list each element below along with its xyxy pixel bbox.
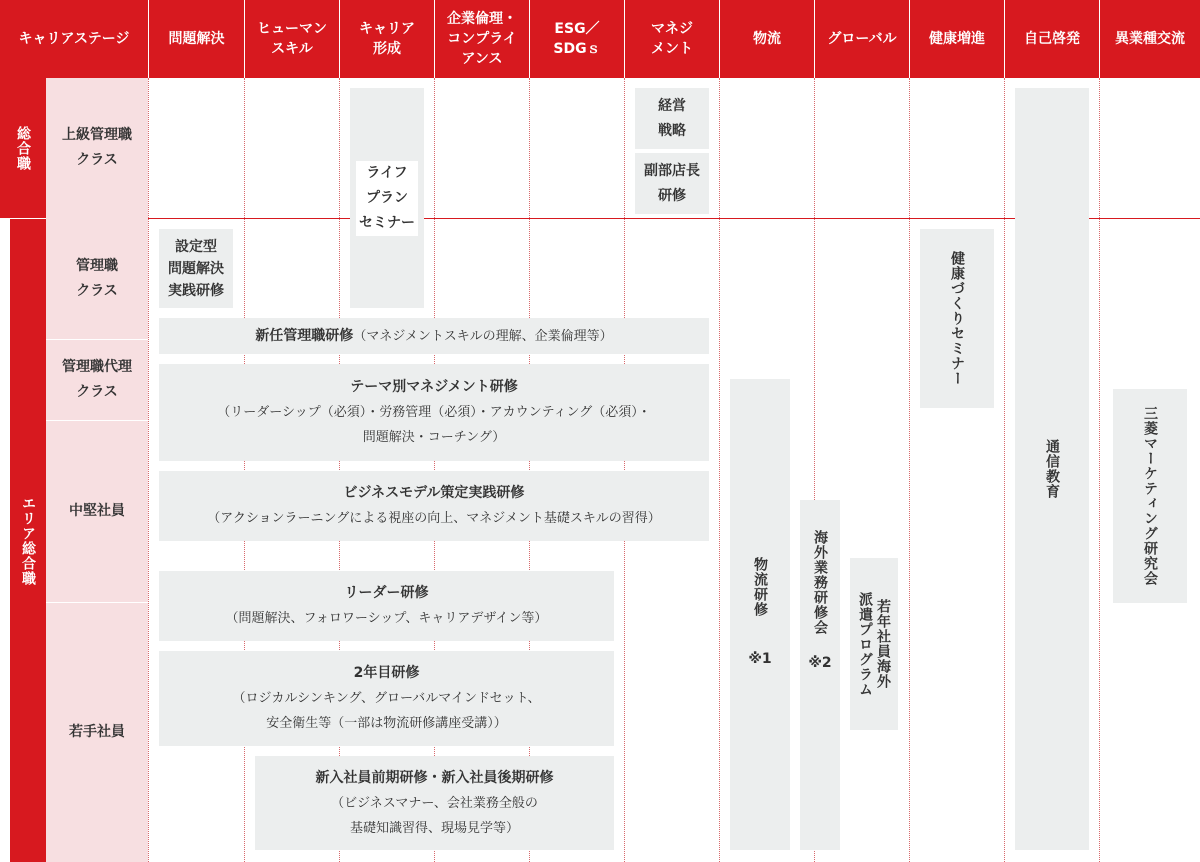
header-col-career: キャリア 形成 <box>359 21 415 57</box>
header-divider <box>814 0 815 78</box>
header-col-rinri: 企業倫理・ コンプライ アンス <box>447 11 517 67</box>
stage-deputy-manager: 管理職代理 クラス <box>62 359 132 400</box>
program-keiei-senryaku <box>635 88 709 149</box>
header-col-kenko: 健康増進 <box>929 31 985 47</box>
program-shinnin-subtitle: （マネジメントスキルの理解、企業倫理等） <box>353 328 613 344</box>
program-biz-title: ビジネスモデル策定実践研修 <box>343 485 525 501</box>
header-divider <box>719 0 720 78</box>
program-tsushin-kyoiku <box>1015 88 1089 850</box>
program-biz-subtitle: （アクションラーニングによる視座の向上、マネジメント基礎スキルの習得） <box>207 511 661 526</box>
program-theme-title: テーマ別マネジメント研修 <box>350 379 518 395</box>
stage-senior-manager: 上級管理職 クラス <box>62 127 132 168</box>
stage-divider <box>46 420 148 421</box>
header-col-esg: ESG／ SDGｓ <box>553 21 601 57</box>
header-divider <box>624 0 625 78</box>
stage-divider <box>46 602 148 603</box>
program-haken <box>850 558 898 730</box>
header-col-global: グローバル <box>827 31 897 47</box>
column-divider <box>909 78 910 862</box>
program-settei-label: 設定型 問題解決 実践研修 <box>168 238 224 299</box>
program-theme-management <box>159 364 709 461</box>
stage-young: 若手社員 <box>69 724 125 740</box>
program-keiei-label: 経営 戦略 <box>658 97 686 139</box>
header-divider <box>434 0 435 78</box>
program-life-plan-label: ライフ プラン セミナー <box>356 161 418 236</box>
column-divider <box>719 78 720 862</box>
program-second-title: 2年目研修 <box>353 665 420 681</box>
program-kenko <box>920 229 994 408</box>
program-tsushin-label: 通信教育 <box>1044 439 1060 499</box>
header-divider <box>339 0 340 78</box>
header-col-mondai: 問題解決 <box>168 31 225 47</box>
header-divider <box>909 0 910 78</box>
program-mitsubishi-label: 三菱マーケティング研究会 <box>1142 406 1158 586</box>
program-new-employee <box>255 756 614 850</box>
program-butsuryu <box>730 379 790 850</box>
program-shinnin-title: 新任管理職研修 <box>255 327 354 344</box>
header-col-human: ヒューマン スキル <box>257 21 327 57</box>
stage-divider <box>46 339 148 340</box>
column-divider <box>624 78 625 862</box>
program-second-year <box>159 651 614 746</box>
stage-manager: 管理職 クラス <box>76 258 118 299</box>
header-col-igyoshu: 異業種交流 <box>1115 31 1185 47</box>
program-settei-mondai <box>159 229 233 308</box>
stage-mid-career: 中堅社員 <box>69 503 125 519</box>
column-divider <box>1099 78 1100 862</box>
group-left-white-strip <box>0 219 10 862</box>
program-kaigai-note: ※2 <box>808 655 832 671</box>
program-life-plan-seminar <box>350 88 424 308</box>
program-business-model <box>159 471 709 541</box>
group-sogo: 総合職 <box>0 78 46 218</box>
program-fukubu-tencho <box>635 153 709 214</box>
column-divider <box>1004 78 1005 862</box>
program-butsuryu-note: ※1 <box>748 651 772 667</box>
program-new-title: 新入社員前期研修・新入社員後期研修 <box>315 769 554 786</box>
program-fukubu-label: 副部店長 研修 <box>644 162 700 204</box>
program-leader-subtitle: （問題解決、フォロワーシップ、キャリアデザイン等） <box>225 611 548 626</box>
program-kaigai-label: 海外業務研修会 <box>812 530 828 635</box>
header-divider <box>1099 0 1100 78</box>
program-mitsubishi-marketing <box>1113 389 1187 603</box>
header-col-jiko: 自己啓発 <box>1024 31 1080 47</box>
program-kenko-label: 健康づくりセミナー <box>949 251 965 386</box>
program-second-subtitle: （ロジカルシンキング、グローバルマインドセット、 安全衛生等（一部は物流研修講座受講）） <box>232 691 541 731</box>
program-new-subtitle: （ビジネスマナー、会社業務全般の 基礎知識習得、現場見学等） <box>331 795 538 836</box>
program-haken-label-2: 派遣プログラム <box>857 591 873 697</box>
header-divider <box>529 0 530 78</box>
group-area: エリア総合職 <box>10 219 46 862</box>
header-divider <box>244 0 245 78</box>
header-col-management: マネジ メント <box>651 21 693 57</box>
program-haken-label-1: 若年社員海外 <box>875 599 891 689</box>
column-divider <box>148 78 149 862</box>
header-col-butsuryu: 物流 <box>753 31 781 47</box>
program-kaigai-gyomu <box>800 500 840 850</box>
program-butsuryu-label: 物流研修 <box>752 557 768 617</box>
header-career-stage: キャリアステージ <box>18 31 130 47</box>
program-leader <box>159 571 614 641</box>
header-divider <box>1004 0 1005 78</box>
program-shinnin-kanrishoku <box>159 318 709 354</box>
program-leader-title: リーダー研修 <box>344 585 429 601</box>
header-divider <box>148 0 149 78</box>
program-theme-subtitle: （リーダーシップ（必須）・労務管理（必須）・アカウンティング（必須）・ 問題解決・コーチング） <box>217 405 651 445</box>
